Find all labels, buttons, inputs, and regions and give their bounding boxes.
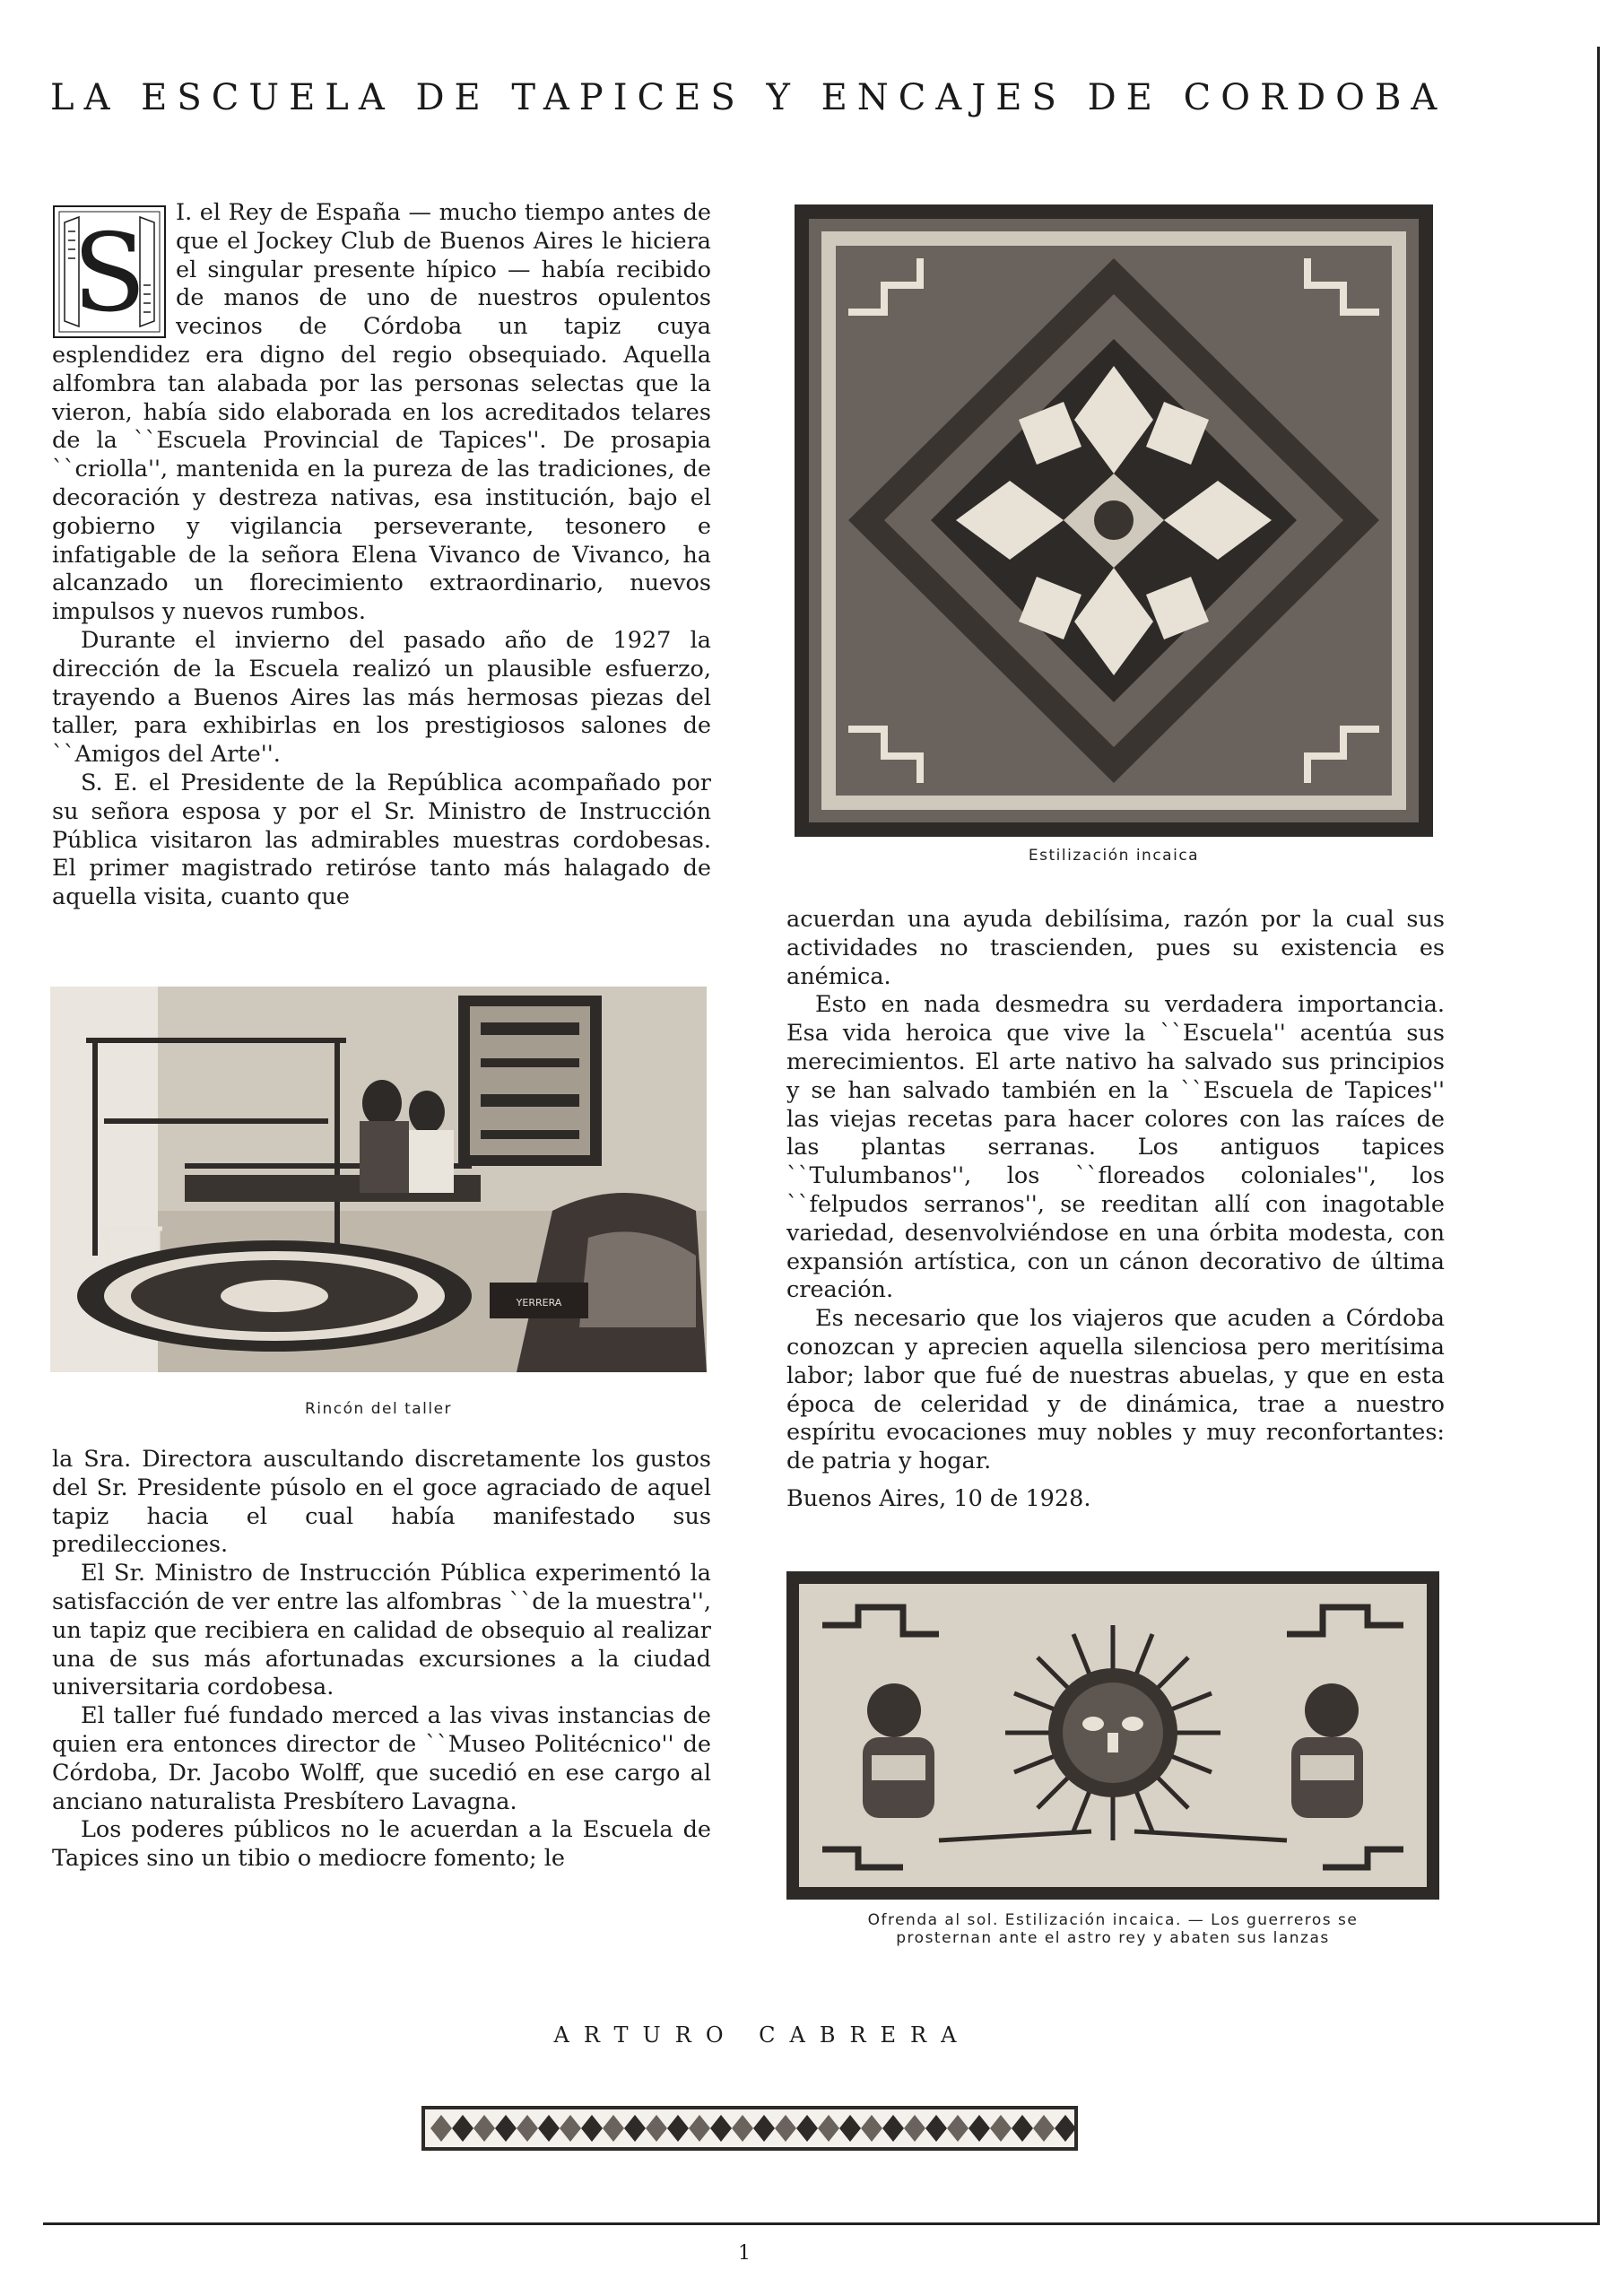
drop-cap-s — [52, 204, 167, 339]
paragraph: acuerdan una ayuda debilísima, razón por la cual sus actividades no trascienden, pues su existencia es anémica. — [786, 906, 1445, 990]
photo-estilizacion-incaica — [795, 204, 1433, 837]
photo-rincon-del-taller — [50, 987, 707, 1372]
decorative-band — [421, 2106, 1078, 2151]
column-left-bottom — [52, 1446, 711, 1874]
page-number: 1 — [738, 2242, 751, 2265]
paragraph: El Sr. Ministro de Instrucción Pública experimentó la satisfacción de ver entre las alfombras ``de la muestra'', un tapiz que recibiera en calidad de obsequio al realizar una de sus más afortunadas excursiones a la ciudad universitaria cordobesa. — [52, 1560, 711, 1701]
page-border-right — [1597, 47, 1600, 2224]
paragraph: Esto en nada desmedra su verdadera importancia. Esa vida heroica que vive la ``Escuela'' acentúa sus merecimientos. El arte nativo ha salvado sus principios y se han salvado también en la ``Escuela de Tapices'' las viejas recetas para hacer colores con las raíces de las plantas serranas. Los antiguos tapices ``Tulumbanos'', los ``floreados coloniales'', los ``felpudos serranos'', se reeditan allí con inagotable variedad, desenvolviéndose en una órbita modesta, con expansión artística, con un cánon decorativo de última creación. — [786, 991, 1445, 1304]
paragraph: El taller fué fundado merced a las vivas instancias de quien era entonces director de ``Museo Politécnico'' de Córdoba, Dr. Jacobo Wolff, que sucedió en ese cargo al anciano naturalista Presbítero Lavagna. — [52, 1702, 711, 1815]
paragraph: I. el Rey de España — mucho tiempo antes de que el Jockey Club de Buenos Aires le hiciera el singular presente hípico — había recibido de manos de uno de nuestros opulentos vecinos de Córdoba un tapiz cuya esplendidez era digno del regio obsequiado. Aquella alfombra tan alabada por las personas selectas que la vieron, había sido elaborada en los acreditados telares de la ``Escuela Provincial de Tapices''. De prosapia ``criolla'', mantenida en la pureza de las tradiciones, de decoración y destreza nativas, esa institución, bajo el gobierno y vigilancia perseverante, tesonero e infatigable de la señora Elena Vivanco de Vivanco, ha alcanzado un florecimiento extraordinario, nuevos impulsos y nuevos rumbos. — [52, 199, 711, 626]
author-byline: ARTURO CABRERA — [553, 2022, 971, 2048]
column-right — [786, 906, 1445, 1514]
column-left-top — [52, 199, 711, 912]
paragraph: Los poderes públicos no le acuerdan a la Escuela de Tapices sino un tibio o mediocre fomento; le — [52, 1816, 711, 1873]
svg-text:S: S — [72, 212, 147, 336]
paragraph: la Sra. Directora auscultando discretamente los gustos del Sr. Presidente púsolo en el goce agraciado de aquel tapiz hacia el cual había manifestado sus predilecciones. — [52, 1446, 711, 1559]
paragraph: Es necesario que los viajeros que acuden a Córdoba conozcan y aprecien aquella silenciosa pero meritísima labor; labor que fué de nuestras abuelas, y que en esta época de celeridad y de dinámica, trae a nuestro espíritu evocaciones muy nobles y muy reconfortantes: de patria y hogar. — [786, 1305, 1445, 1475]
caption-estilizacion-incaica: Estilización incaica — [1028, 847, 1200, 865]
page-border-bottom — [43, 2222, 1600, 2225]
photo-ofrenda-al-sol — [786, 1571, 1439, 1900]
caption-line: prosternan ante el astro rey y abaten sus lanzas — [896, 1929, 1330, 1947]
article-title: LA ESCUELA DE TAPICES Y ENCAJES DE CORDOBA — [50, 77, 1447, 118]
svg-text:YERRERA: YERRERA — [516, 1297, 562, 1309]
caption-rincon-del-taller: Rincón del taller — [304, 1400, 453, 1418]
paragraph: Durante el invierno del pasado año de 1927 la dirección de la Escuela realizó un plausible esfuerzo, trayendo a Buenos Aires las más hermosas piezas del taller, para exhibirlas en los prestigiosos salones de ``Amigos del Arte''. — [52, 626, 711, 769]
caption-ofrenda-al-sol — [786, 1911, 1439, 1947]
paragraph: S. E. el Presidente de la República acompañado por su señora esposa y por el Sr. Ministro de Instrucción Pública visitaron las admirables muestras cordobesas. El primer magistrado retiróse tanto más halagado de aquella visita, cuanto que — [52, 769, 711, 911]
date-line: Buenos Aires, 10 de 1928. — [786, 1484, 1091, 1512]
caption-line: Ofrenda al sol. Estilización incaica. — Los guerreros se — [867, 1911, 1359, 1929]
